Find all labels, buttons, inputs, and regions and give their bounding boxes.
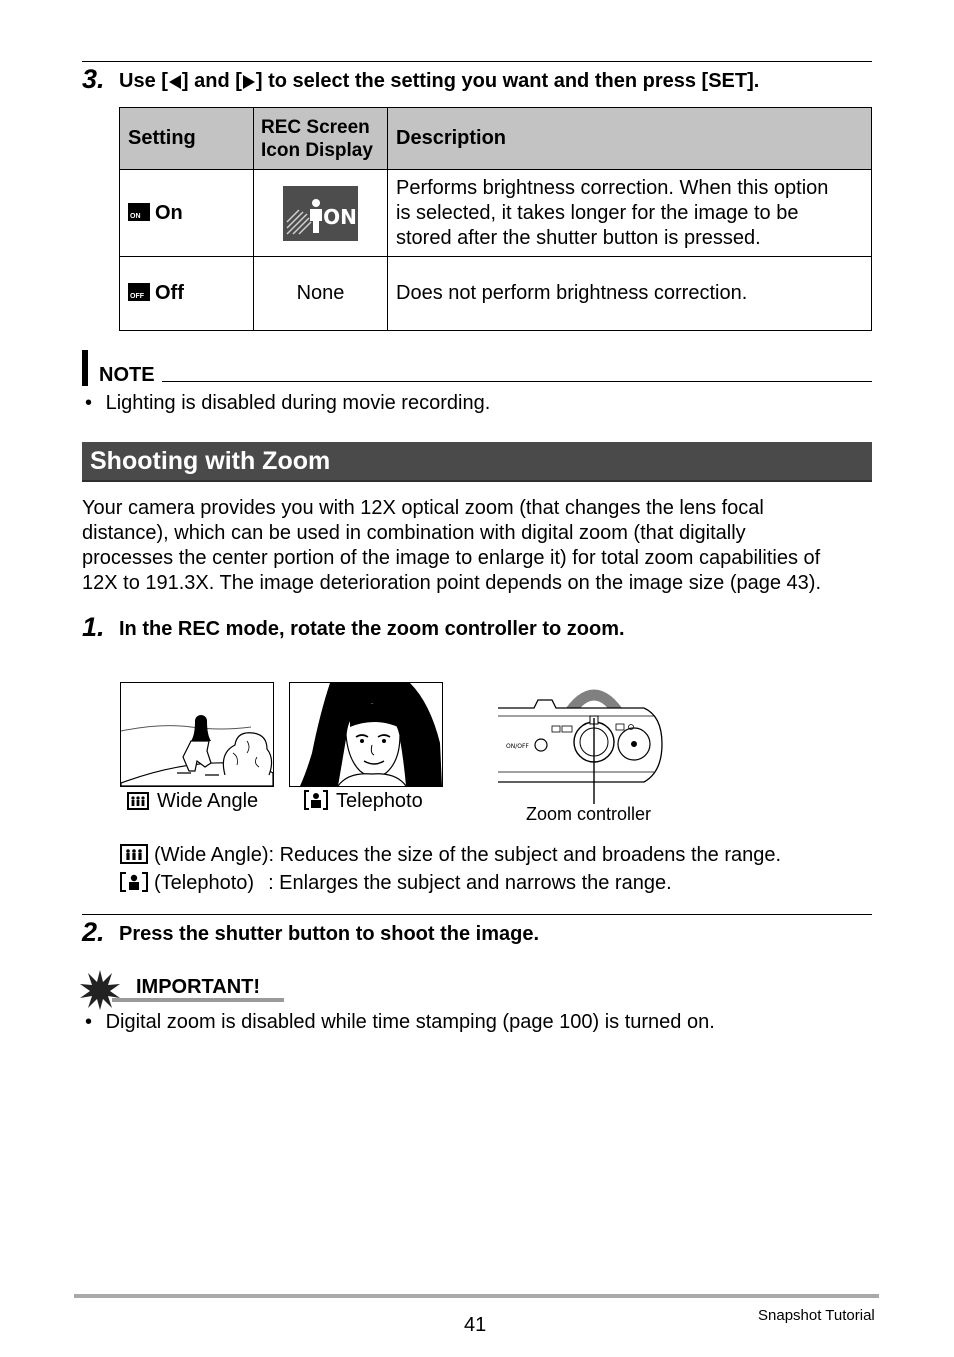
camera-top-view-illustration — [494, 678, 666, 806]
setting-label-on: On — [155, 201, 183, 224]
note-divider — [162, 381, 872, 382]
setting-label-off: Off — [155, 282, 184, 304]
header-rec-screen: REC Screen — [261, 116, 370, 138]
camera-onoff-label: ON/OFF — [506, 743, 529, 750]
step-1-instruction: In the REC mode, rotate the zoom controller to zoom. — [119, 618, 625, 640]
wide-angle-caption — [127, 790, 258, 813]
description-cell-off — [388, 257, 872, 331]
legend-wide-name: (Wide Angle) — [154, 844, 269, 866]
footer-rule — [74, 1294, 879, 1298]
telephoto-icon — [304, 790, 328, 810]
bullet-mark: • — [85, 392, 93, 414]
zoom-controller-label: Zoom controller — [526, 804, 652, 824]
wide-angle-illustration — [121, 683, 273, 786]
intro-line: 12X to 191.3X. The image deterioration point depends on the image size (page 43). — [82, 572, 822, 594]
legend-wide-desc: : Reduces the size of the subject and broadens the range. — [268, 844, 782, 866]
intro-paragraph — [82, 496, 872, 596]
legend-telephoto — [120, 872, 672, 895]
note-item-text: Lighting is disabled during movie recording. — [105, 392, 491, 414]
wide-angle-photo — [120, 682, 274, 787]
legend-tele-desc: : Enlarges the subject and narrows the range. — [268, 872, 672, 894]
note-label: NOTE — [99, 364, 155, 386]
description-line: Does not perform brightness correction. — [396, 282, 748, 304]
lighting-off-icon: OFF — [128, 283, 150, 301]
wide-angle-icon — [127, 792, 149, 810]
step-number-2: 2. — [82, 917, 105, 947]
note-bar — [82, 350, 88, 386]
intro-line: distance), which can be used in combination with digital zoom (that digitally — [82, 522, 746, 544]
lighting-on-screen-icon — [283, 186, 358, 241]
step-2-instruction: Press the shutter button to shoot the image. — [119, 923, 540, 945]
setting-cell-on — [120, 170, 254, 257]
header-rec-screen-icon-display — [254, 108, 388, 170]
step-3-instruction — [119, 70, 759, 93]
right-arrow-icon — [242, 74, 256, 90]
icon-display-cell-off: None — [254, 257, 388, 331]
telephoto-caption — [304, 790, 423, 813]
lighting-settings-table — [119, 107, 872, 331]
intro-line: processes the center portion of the image to enlarge it) for total zoom capabilities of — [82, 547, 821, 569]
important-underline — [112, 998, 284, 1002]
page-number: 41 — [464, 1314, 487, 1336]
important-item-text: Digital zoom is disabled while time stamping (page 100) is turned on. — [105, 1011, 715, 1033]
important-item — [85, 1011, 715, 1034]
legend-wide-angle — [120, 844, 781, 867]
intro-line: Your camera provides you with 12X optical zoom (that changes the lens focal — [82, 497, 764, 519]
step-number-1: 1. — [82, 612, 105, 642]
header-description: Description — [388, 108, 872, 170]
step-2-rule — [82, 914, 872, 915]
header-icon-display: Icon Display — [261, 139, 373, 161]
section-title: Shooting with Zoom — [90, 447, 331, 475]
icon-display-cell-on — [254, 170, 388, 257]
step-3-text-suffix: ] to select the setting you want and then press [SET]. — [255, 70, 760, 92]
lighting-on-icon: ON — [128, 203, 150, 221]
important-label: IMPORTANT! — [136, 976, 261, 998]
footer-section-title: Snapshot Tutorial — [758, 1307, 875, 1324]
description-cell-on — [388, 170, 872, 257]
bullet-mark: • — [85, 1011, 93, 1033]
wide-angle-icon — [120, 844, 148, 864]
legend-tele-name: (Telephoto) — [154, 872, 255, 894]
screen-icon-on-text: ON — [323, 204, 357, 229]
table-row — [120, 170, 872, 257]
step-3-text-prefix: Use [ — [119, 70, 168, 92]
top-rule — [82, 61, 872, 62]
description-line: stored after the shutter button is pressed. — [396, 226, 761, 249]
telephoto-icon — [120, 872, 148, 892]
wide-angle-label: Wide Angle — [157, 790, 259, 812]
step-number-3: 3. — [82, 64, 105, 94]
description-line: Performs brightness correction. When this option — [396, 176, 829, 199]
table-header-row — [120, 108, 872, 170]
setting-cell-off — [120, 257, 254, 331]
description-line: is selected, it takes longer for the image to be — [396, 201, 799, 224]
left-arrow-icon — [168, 74, 182, 90]
note-item — [85, 392, 490, 415]
section-header-bar — [82, 442, 872, 482]
telephoto-label: Telephoto — [336, 790, 423, 812]
header-setting: Setting — [120, 108, 254, 170]
step-3-text-mid: ] and [ — [181, 70, 242, 92]
telephoto-illustration — [290, 683, 442, 786]
table-row — [120, 257, 872, 331]
important-burst-icon — [80, 970, 120, 1010]
telephoto-photo — [289, 682, 443, 787]
